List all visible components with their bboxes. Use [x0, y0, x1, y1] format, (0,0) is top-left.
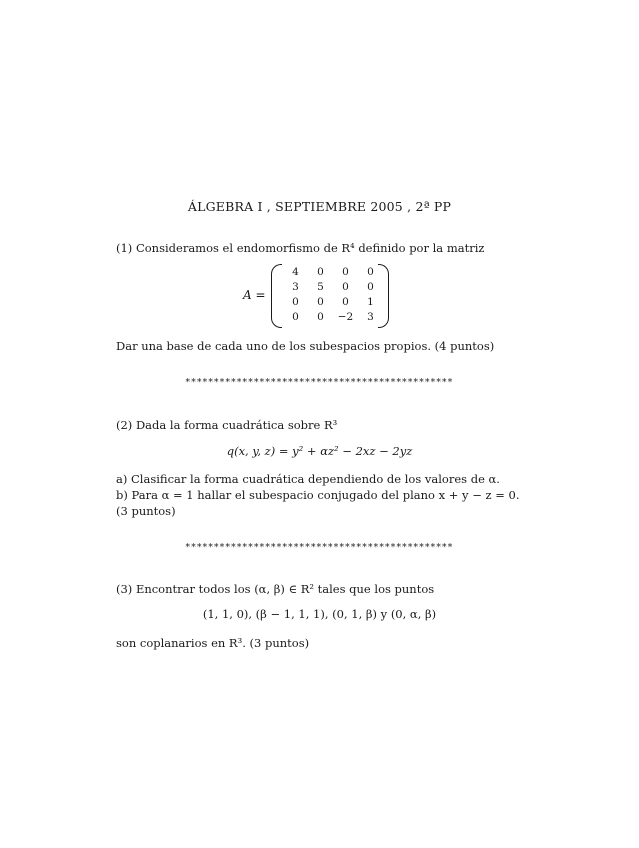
matrix-row — [283, 281, 383, 296]
matrix-cell: 0 — [292, 311, 299, 323]
matrix-cell: 3 — [367, 311, 374, 323]
problem2-intro: (2) Dada la forma cuadrática sobre R³ — [116, 418, 338, 432]
separator-1: *********************************************** — [185, 378, 454, 388]
problem1-question: Dar una base de cada uno de los subespacios propios. (4 puntos) — [116, 339, 495, 353]
matrix-row — [283, 266, 383, 281]
matrix-cell: 0 — [342, 296, 349, 308]
matrix-label: A = — [243, 288, 266, 302]
matrix-a — [243, 264, 403, 328]
matrix-cell: 0 — [317, 296, 324, 308]
problem3-points-list: (1, 1, 0), (β − 1, 1, 1), (0, 1, β) y (0, α, β) — [202, 607, 437, 621]
matrix-cell: 0 — [342, 266, 349, 278]
matrix-cell: 0 — [317, 266, 324, 278]
matrix-cells — [283, 266, 383, 326]
matrix-cell: −2 — [337, 311, 354, 323]
problem1-intro: (1) Consideramos el endomorfismo de R⁴ definido por la matriz — [116, 241, 485, 255]
separator-2: *********************************************** — [185, 543, 454, 553]
matrix-cell: 0 — [342, 281, 349, 293]
problem2-points: (3 puntos) — [116, 504, 176, 518]
matrix-row — [283, 311, 383, 326]
problem2-part-a: a) Clasificar la forma cuadrática dependiendo de los valores de α. — [116, 472, 500, 486]
matrix-right-paren — [378, 264, 389, 328]
problem3-conclusion: son coplanarios en R³. (3 puntos) — [116, 636, 310, 650]
matrix-cell: 0 — [317, 311, 324, 323]
matrix-cell: 0 — [367, 266, 374, 278]
matrix-cell: 0 — [367, 281, 374, 293]
exam-title: ÁLGEBRA I , SEPTIEMBRE 2005 , 2ª PP — [187, 199, 452, 214]
matrix-row — [283, 296, 383, 311]
matrix-cell: 5 — [317, 281, 324, 293]
problem2-formula: q(x, y, z) = y² + αz² − 2xz − 2yz — [226, 444, 413, 458]
matrix-cell: 3 — [292, 281, 299, 293]
matrix-cell: 1 — [367, 296, 374, 308]
matrix-left-paren — [271, 264, 282, 328]
matrix-cell: 0 — [292, 296, 299, 308]
problem2-part-b: b) Para α = 1 hallar el subespacio conjugado del plano x + y − z = 0. — [116, 488, 520, 502]
matrix-cell: 4 — [292, 266, 299, 278]
problem3-intro: (3) Encontrar todos los (α, β) ∈ R² tales que los puntos — [116, 582, 435, 596]
